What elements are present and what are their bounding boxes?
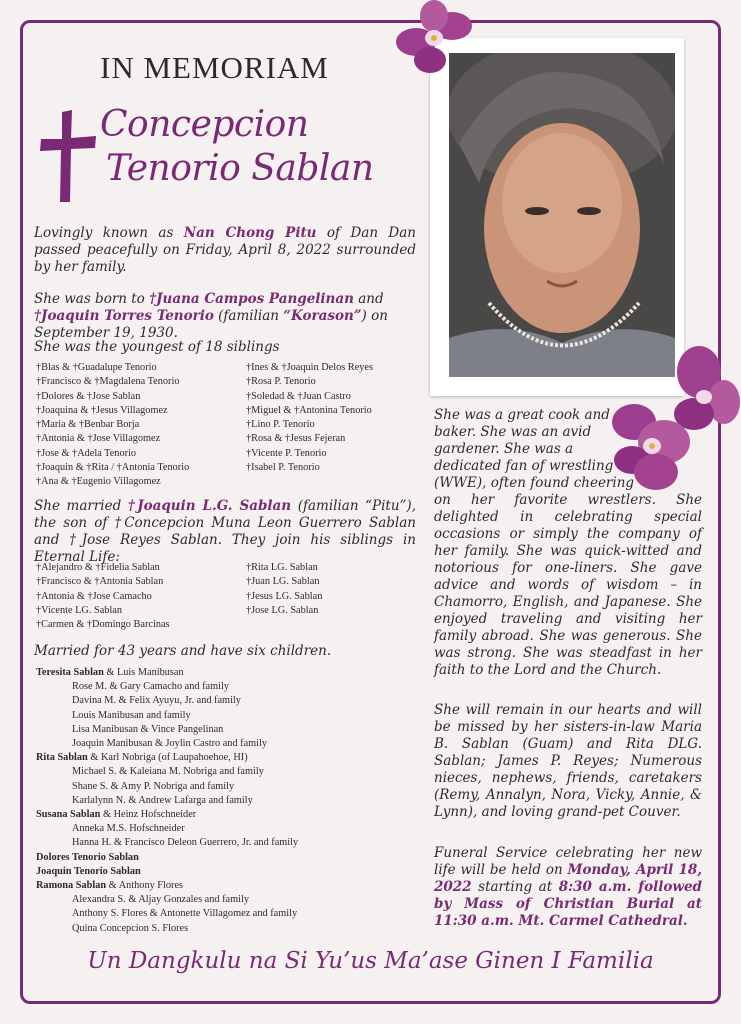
funeral-date: Monday, April 18, 2022 (434, 862, 702, 895)
list-item: gardener. She was a (434, 441, 574, 457)
list-item: †Francisco & †Magdalena Tenorio (36, 376, 180, 388)
family-text: Shane S. & Amy P. Nobriga and family (72, 780, 235, 792)
bio-paragraph: on her favorite wrestlers. She delighted in celebrating special occasions or simply the company of her family. She was quick-witted and notorious for one-liners. She gave advice and words of wisdom – in Chamorro, English, and Japanese. She enjoyed traveling and visiting her family abroad. She was generous. She was strong. She was steadfast in her faith to the Lord and the Church. (434, 492, 702, 678)
child-row (36, 851, 298, 865)
husband-name: †Joaquin L.G. Sablan (127, 498, 292, 514)
grandchild-row (36, 694, 298, 708)
child-row (36, 879, 298, 893)
family-text: & Luis Manibusan (103, 667, 184, 678)
family-text: Michael S. & Kaleiana M. Nobriga and family (72, 766, 264, 778)
list-item: †Joaquin & †Rita / †Antonia Tenorio (36, 462, 190, 474)
bio-paragraph-start (434, 407, 634, 492)
portrait-photo (449, 53, 675, 377)
child-name: Joaquin Tenorio Sablan (36, 865, 141, 877)
siblings-heading: She was the youngest of 18 siblings (34, 339, 280, 355)
father-name: †Joaquin Torres Tenorio (34, 308, 214, 324)
list-item: †Vicente P. Tenorio (246, 447, 327, 459)
marriage-text: She married (34, 498, 128, 514)
family-text: Anthony S. Flores & Antonette Villagomez and family (72, 908, 298, 920)
list-item: †Ines & †Joaquin Delos Reyes (246, 362, 373, 373)
family-text: Hanna H. & Francisco Deleon Guerrero, Jr. and family (72, 837, 299, 849)
nickname: Nan Chong Pitu (183, 225, 317, 241)
list-item: †Juan LG. Sablan (246, 576, 320, 588)
child-name: Susana Sablan (36, 809, 101, 821)
married-heading: Married for 43 years and have six children. (34, 643, 332, 659)
funeral-text: Funeral Service celebrating her new life will be held on (434, 845, 702, 878)
list-item: †Blas & †Guadalupe Tenorio (36, 362, 157, 373)
grandchild-row (36, 680, 298, 694)
deceased-name (100, 103, 374, 191)
intro-text: of Dan Dan passed peacefully on Friday, April 8, 2022 surrounded by her family. (34, 225, 417, 275)
remembrance-paragraph: She will remain in our hearts and will be missed by her sisters-in-law Maria B. Sablan (Guam) and Rita DLG. Sablan; James P. Reyes; Numerous nieces, nephews, friends, caretakers (Remy, Annalyn, Nora, Vicky, Annie, & Lynn), and loving grand-pet Couver. (434, 702, 702, 820)
grandchild-row (36, 794, 298, 808)
grandchild-row (36, 893, 298, 907)
siblings-list-right (246, 361, 373, 475)
birth-text: (familian (213, 308, 284, 324)
list-item: †Joaquina & †Jesus Villagomez (36, 404, 168, 416)
birth-text: She was born to (34, 291, 150, 307)
birth-text: ) on September 19, 1930. (34, 308, 388, 341)
family-text: Davina M. & Felix Ayuyu, Jr. and family (72, 695, 241, 707)
grandchild-row (36, 907, 298, 921)
list-item: (WWE), often found cheering (434, 475, 635, 491)
child-row (36, 666, 298, 680)
child-name: Teresita Sablan (36, 667, 104, 678)
list-item: †Ana & †Eugenio Villagomez (36, 476, 161, 488)
child-row (36, 865, 298, 879)
family-text: & Heinz Hofschneider (100, 809, 197, 821)
family-text: Joaquin Manibusan & Joylin Castro and family (72, 738, 268, 750)
family-text: Karlalynn N. & Andrew Lafarga and family (72, 794, 253, 806)
name-line-1: Concepcion (100, 104, 309, 145)
grandchild-row (36, 922, 298, 936)
family-text: Quina Concepcion S. Flores (72, 922, 189, 934)
list-item: †Rosa P. Tenorio (246, 376, 316, 388)
list-item: †Rita LG. Sablan (246, 562, 318, 573)
grandchild-row (36, 822, 298, 836)
list-item: †Antonia & †Jose Camacho (36, 590, 152, 602)
list-item: †Soledad & †Juan Castro (246, 390, 351, 402)
child-row (36, 751, 298, 765)
intro-paragraph (34, 225, 416, 276)
name-line-2: Tenorio Sablan (106, 148, 374, 189)
list-item: †Dolores & †Jose Sablan (36, 390, 141, 402)
family-text: & Anthony Flores (106, 880, 184, 892)
family-text: Rose M. & Gary Camacho and family (72, 681, 229, 693)
child-name: Ramona Sablan (36, 880, 107, 892)
grandchild-row (36, 737, 298, 751)
child-name: Dolores Tenorio Sablan (36, 851, 139, 863)
list-item: She was a great cook and (434, 407, 610, 423)
intro-text: Lovingly known as (34, 225, 184, 241)
list-item: †Lino P. Tenorio (246, 419, 315, 431)
list-item: †Antonia & †Jose Villagomez (36, 433, 161, 445)
grandchild-row (36, 723, 298, 737)
page-title: IN MEMORIAM (100, 50, 329, 85)
funeral-time: 8:30 a.m. followed by Mass of Christian Burial at 11:30 a.m. Mt. Carmel Cathedral. (434, 879, 702, 929)
grandchild-row (36, 765, 298, 779)
siblings-list-left (36, 361, 189, 490)
family-text: Louis Manibusan and family (72, 709, 191, 721)
family-text: Anneka M.S. Hofschneider (72, 823, 185, 835)
inlaws-list-left (36, 561, 170, 632)
child-row (36, 808, 298, 822)
list-item: baker. She was an avid (434, 424, 592, 440)
list-item: †Alejandro & †Fidelia Sablan (36, 562, 160, 573)
birth-text: and (353, 291, 384, 307)
funeral-paragraph (434, 845, 702, 930)
marriage-paragraph (34, 498, 416, 566)
list-item: †Francisco & †Antonia Sablan (36, 576, 164, 588)
list-item: †Isabel P. Tenorio (246, 462, 320, 474)
grandchild-row (36, 780, 298, 794)
list-item: †Miguel & †Antonina Tenorio (246, 404, 372, 416)
family-text: Alexandra S. & Aljay Gonzales and family (72, 894, 250, 906)
family-text: & Karl Nobriga (of Laupahoehoe, HI) (87, 752, 248, 764)
mother-name: †Juana Campos Pangelinan (149, 291, 354, 307)
child-name: Rita Sablan (36, 752, 88, 764)
orchid-flower-icon (394, 0, 476, 76)
list-item: †Vicente LG. Sablan (36, 604, 123, 616)
funeral-text: starting at (471, 879, 559, 895)
list-item: †Carmen & †Domingo Barcinas (36, 619, 170, 631)
grandchild-row (36, 836, 298, 850)
list-item: dedicated fan of wrestling (434, 458, 614, 474)
list-item: †Jose & †Adela Tenorio (36, 447, 137, 459)
list-item: †Jesus LG. Sablan (246, 590, 323, 602)
marriage-text: (familian “Pitu”), the son of †Concepcion Muna Leon Guerrero Sablan and †Jose Reyes Sablan. They join his siblings in Eternal Life: (34, 498, 416, 565)
grandchild-row (36, 709, 298, 723)
inlaws-list-right (246, 561, 322, 618)
familian-name: “Korason” (283, 308, 362, 324)
children-list (36, 666, 298, 936)
footer-message: Un Dangkulu na Si Yu’us Ma’ase Ginen I Familia (87, 948, 654, 974)
cross-icon (38, 108, 98, 204)
list-item: †Rosa & †Jesus Fejeran (246, 433, 346, 445)
list-item: †Maria & †Benbar Borja (36, 419, 140, 431)
birth-paragraph (34, 291, 424, 342)
list-item: †Jose LG. Sablan (246, 604, 319, 616)
family-text: Lisa Manibusan & Vince Pangelinan (72, 723, 224, 735)
